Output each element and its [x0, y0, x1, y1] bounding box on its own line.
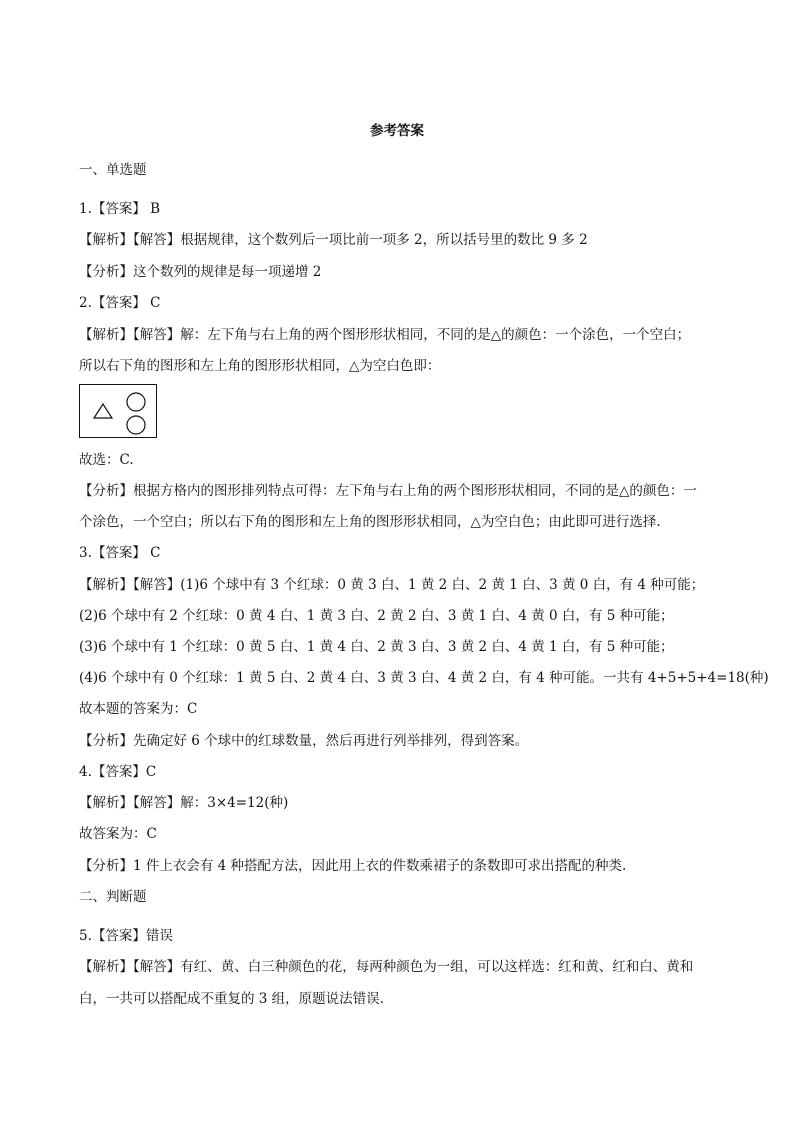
q2-answer: 2.【答案】 C	[79, 295, 161, 311]
q4-conclusion: 故答案为：C	[79, 826, 157, 842]
section-heading-true-false: 二、判断题	[79, 889, 147, 905]
q2-explanation-line-1: 【解析】【解答】解：左下角与右上角的两个图形形状相同，不同的是△的颜色：一个涂色，一个空白；	[79, 327, 691, 343]
q2-explanation-line-2: 所以右下角的图形和左上角的图形形状相同，△为空白色即：	[79, 358, 441, 374]
q4-answer: 4.【答案】C	[79, 764, 157, 780]
q1-analysis: 【分析】这个数列的规律是每一项递增 2	[79, 264, 322, 280]
circle-icon	[127, 393, 145, 411]
q3-explanation-line-1: 【解析】【解答】(1)6 个球中有 3 个红球：0 黄 3 白、1 黄 2 白、2 黄 1 白、3 黄 0 白，有 4 种可能；	[79, 577, 705, 593]
q5-explanation-line-2: 白，一共可以搭配成不重复的 3 组，原题说法错误.	[79, 991, 384, 1007]
q3-conclusion: 故本题的答案为：C	[79, 701, 198, 717]
q3-answer: 3.【答案】 C	[79, 545, 161, 561]
q3-analysis: 【分析】先确定好 6 个球中的红球数量，然后再进行列举排列，得到答案。	[79, 733, 529, 749]
q5-answer: 5.【答案】错误	[79, 928, 173, 944]
q2-analysis-line-2: 个涂色，一个空白；所以右下角的图形和左上角的图形形状相同，△为空白色；由此即可进行选择.	[79, 514, 661, 530]
circle-icon	[127, 416, 145, 434]
q2-analysis-line-1: 【分析】根据方格内的图形排列特点可得：左下角与右上角的两个图形形状相同，不同的是△的颜色：一	[79, 483, 697, 499]
triangle-icon	[94, 404, 112, 418]
q2-answer-figure	[79, 384, 157, 438]
q3-explanation-line-4: (4)6 个球中有 0 个红球：1 黄 5 白、2 黄 4 白、3 黄 3 白、4 黄 2 白，有 4 种可能。一共有 4+5+5+4=18(种)	[79, 670, 769, 686]
q3-explanation-line-3: (3)6 个球中有 1 个红球：0 黄 5 白、1 黄 4 白、2 黄 3 白、3 黄 2 白、4 黄 1 白，有 5 种可能；	[79, 639, 674, 655]
q4-analysis: 【分析】1 件上衣会有 4 种搭配方法，因此用上衣的件数乘裙子的条数即可求出搭配的种类.	[79, 858, 627, 874]
q5-explanation-line-1: 【解析】【解答】有红、黄、白三种颜色的花，每两种颜色为一组，可以这样选：红和黄、红和白、黄和	[79, 959, 694, 975]
section-heading-single-choice: 一、单选题	[79, 162, 147, 178]
q2-conclusion: 故选：C.	[79, 452, 134, 468]
q3-explanation-line-2: (2)6 个球中有 2 个红球：0 黄 4 白、1 黄 3 白、2 黄 2 白、3 黄 1 白、4 黄 0 白，有 5 种可能；	[79, 608, 674, 624]
page-title: 参考答案	[370, 123, 424, 139]
q1-answer: 1.【答案】 B	[79, 201, 161, 217]
q1-explanation: 【解析】【解答】根据规律，这个数列后一项比前一项多 2，所以括号里的数比 9 多 2	[79, 232, 588, 248]
q4-explanation: 【解析】【解答】解：3×4=12(种)	[79, 795, 289, 811]
